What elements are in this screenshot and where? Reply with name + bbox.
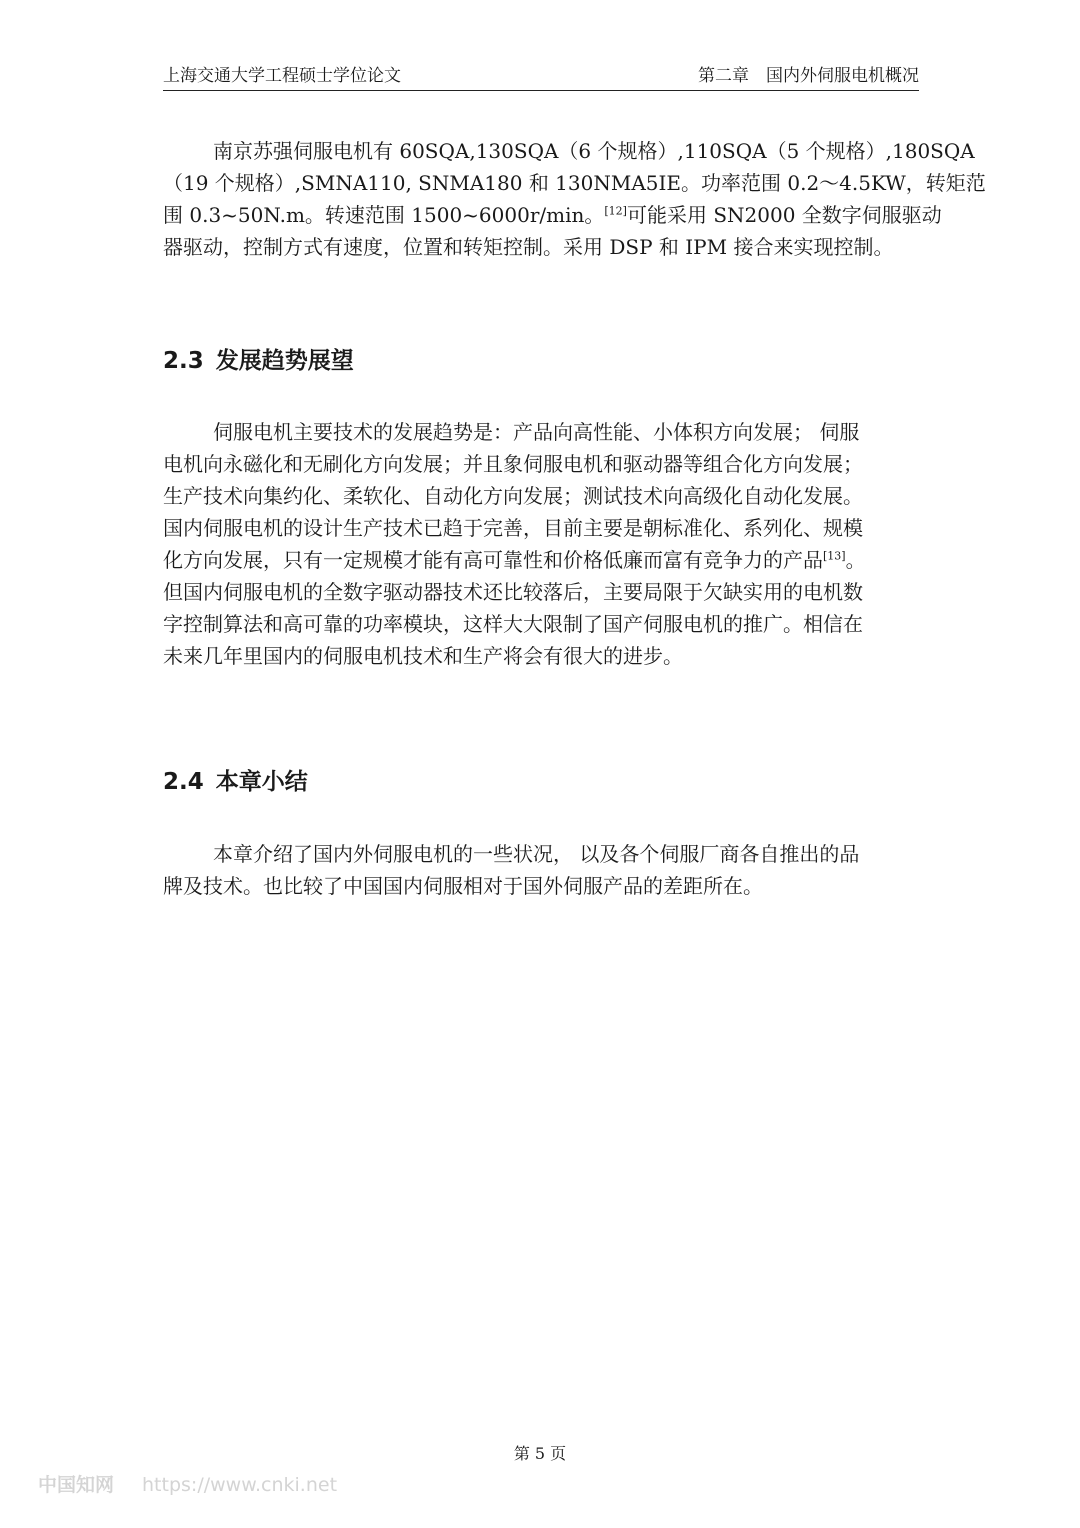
text-span: 围 0.3~50N.m。转速范围 1500~6000r/min。	[163, 203, 605, 227]
watermark-url: https://www.cnki.net	[142, 1474, 338, 1496]
cnki-watermark	[38, 1472, 337, 1498]
text-line: 未来几年里国内的伺服电机技术和生产将会有很大的进步。	[163, 644, 683, 668]
text-span: 化方向发展，只有一定规模才能有高可靠性和价格低廉而富有竞争力的产品	[163, 548, 823, 572]
header-chapter-title: 第二章 国内外伺服电机概况	[698, 66, 919, 86]
section-heading-2-4	[163, 766, 308, 798]
page-number: 第 5 页	[513, 1444, 567, 1463]
paragraph-nanjing-suqiang	[163, 135, 986, 263]
section-title: 发展趋势展望	[215, 348, 354, 374]
citation-12[interactable]: [12]	[604, 204, 627, 218]
watermark-brand: 中国知网	[38, 1474, 115, 1496]
section-number: 2.4	[163, 769, 204, 795]
text-line: 生产技术向集约化、柔软化、自动化方向发展；测试技术向高级化自动化发展。	[163, 484, 863, 508]
text-line: 字控制算法和高可靠的功率模块，这样大大限制了国产伺服电机的推广。相信在	[163, 612, 863, 636]
paragraph-chapter-summary	[163, 838, 923, 902]
section-title: 本章小结	[215, 769, 308, 795]
text-line: （19 个规格）,SMNA110, SNMA180 和 130NMA5IE。功率范围 0.2～4.5KW，转矩范	[163, 171, 986, 195]
text-line: 但国内伺服电机的全数字驱动器技术还比较落后，主要局限于欠缺实用的电机数	[163, 580, 863, 604]
paragraph-development-trends	[163, 416, 923, 672]
section-heading-2-3	[163, 345, 354, 377]
section-number: 2.3	[163, 348, 204, 374]
text-line	[163, 544, 923, 576]
text-line: 牌及技术。也比较了中国国内伺服相对于国外伺服产品的差距所在。	[163, 874, 763, 898]
text-line	[163, 199, 942, 231]
citation-13[interactable]: [13]	[823, 549, 846, 563]
running-header	[163, 62, 919, 91]
text-line: 器驱动，控制方式有速度，位置和转矩控制。采用 DSP 和 IPM 接合来实现控制。	[163, 235, 894, 259]
text-line: 南京苏强伺服电机有 60SQA,130SQA（6 个规格）,110SQA（5 个规格）,180SQA	[213, 139, 975, 163]
text-line: 国内伺服电机的设计生产技术已趋于完善，目前主要是朝标准化、系列化、规模	[163, 516, 863, 540]
text-line: 本章介绍了国内外伺服电机的一些状况， 以及各个伺服厂商各自推出的品	[213, 842, 860, 866]
text-span: 可能采用 SN2000 全数字伺服驱动	[626, 203, 942, 227]
text-line: 伺服电机主要技术的发展趋势是：产品向高性能、小体积方向发展； 伺服	[213, 420, 860, 444]
text-line: 电机向永磁化和无刷化方向发展；并且象伺服电机和驱动器等组合化方向发展；	[163, 452, 863, 476]
text-span: 。	[845, 548, 866, 572]
header-thesis-title: 上海交通大学工程硕士学位论文	[163, 66, 401, 86]
